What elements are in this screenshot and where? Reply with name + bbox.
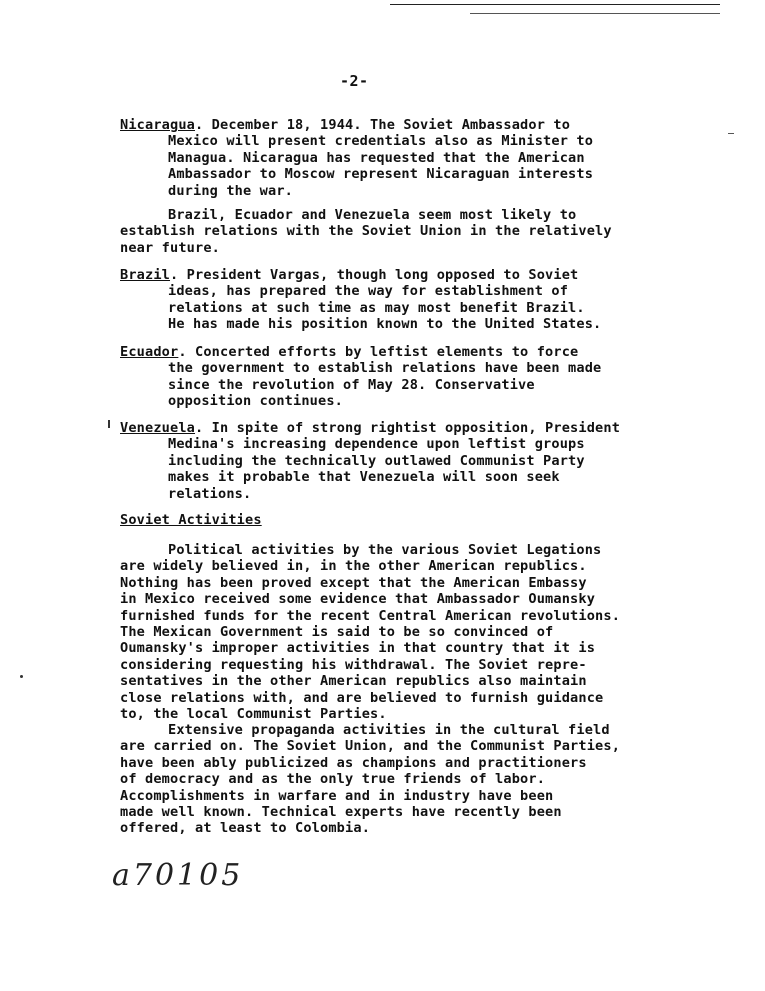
paragraph-line: are widely believed in, in the other American republics. [120,558,587,575]
paragraph-line: Extensive propaganda activities in the cultural field [168,722,610,738]
paragraph-line: of democracy and as the only true friends of labor. [120,771,546,788]
venezuela-first-line [120,420,700,436]
margin-dot [20,675,23,678]
ecuador-heading: Ecuador [120,344,179,360]
brazil-first-text: . President Vargas, though long opposed to Soviet [170,267,579,283]
nicaragua-heading: Nicaragua [120,117,196,133]
top-rule-secondary [470,13,720,14]
brazil-line: He has made his position known to the United States. [168,316,602,333]
venezuela-first-text: . In spite of strong rightist opposition, President [195,420,621,436]
nicaragua-line: Ambassador to Moscow represent Nicaraguan interests [168,166,594,183]
paragraph-line: offered, at least to Colombia. [120,820,371,837]
paragraph-line: Political activities by the various Soviet Legations [168,542,602,558]
nicaragua-first-line [120,117,700,133]
paragraph-line: have been ably publicized as champions and practitioners [120,754,587,771]
nicaragua-line: Managua. Nicaragua has requested that the American [168,149,585,166]
section-likely-countries [120,207,700,256]
paragraph-line: in Mexico received some evidence that Ambassador Oumansky [120,591,596,608]
likely-line: Brazil, Ecuador and Venezuela seem most likely to [168,207,577,223]
soviet-activities-heading: Soviet Activities [120,512,262,528]
paragraph-line: are carried on. The Soviet Union, and the Communist Parties, [120,738,621,755]
soviet-activities-paragraph-1 [120,542,700,722]
soviet-activities-paragraph-2 [120,722,700,837]
likely-line: near future. [120,239,221,256]
brazil-first-line [120,267,700,283]
nicaragua-first-text: . December 18, 1944. The Soviet Ambassador to [195,117,571,133]
brazil-line: relations at such time as may most benefit Brazil. [168,299,585,316]
handwritten-note: a70105 [112,858,244,893]
ecuador-line: the government to establish relations have been made [168,360,602,377]
section-brazil [120,267,700,333]
section-venezuela [120,420,700,502]
paragraph-line: considering requesting his withdrawal. The Soviet repre- [120,656,587,673]
paragraph-line: Oumansky's improper activities in that country that it is [120,640,596,657]
ecuador-first-line [120,344,700,360]
nicaragua-line: Mexico will present credentials also as Minister to [168,133,594,150]
venezuela-line: including the technically outlawed Communist Party [168,452,585,469]
paragraph-line: to, the local Communist Parties. [120,706,387,723]
page-number: -2- [340,72,369,90]
margin-dash [728,133,734,134]
paragraph-line: Accomplishments in warfare and in industry have been [120,787,554,804]
venezuela-line: makes it probable that Venezuela will soon seek [168,469,560,486]
top-rule [390,4,720,5]
section-nicaragua [120,117,700,199]
nicaragua-line: during the war. [168,182,294,199]
paragraph-line: Nothing has been proved except that the American Embassy [120,574,587,591]
ecuador-line: since the revolution of May 28. Conservative [168,376,535,393]
brazil-heading: Brazil [120,267,171,283]
brazil-line: ideas, has prepared the way for establishment of [168,283,569,300]
venezuela-line: relations. [168,485,252,502]
paragraph-line: close relations with, and are believed to furnish guidance [120,689,604,706]
paragraph-line: made well known. Technical experts have recently been [120,804,562,821]
paragraph-line: sentatives in the other American republics also maintain [120,673,587,690]
margin-mark [108,420,110,428]
likely-line: establish relations with the Soviet Union in the relatively [120,223,612,240]
section-ecuador [120,344,700,410]
ecuador-line: opposition continues. [168,393,344,410]
venezuela-heading: Venezuela [120,420,196,436]
paragraph-line: furnished funds for the recent Central American revolutions. [120,607,621,624]
section-soviet-activities [120,512,700,528]
ecuador-first-text: . Concerted efforts by leftist elements to force [178,344,579,360]
paragraph-line: The Mexican Government is said to be so convinced of [120,624,554,641]
venezuela-line: Medina's increasing dependence upon leftist groups [168,436,585,453]
